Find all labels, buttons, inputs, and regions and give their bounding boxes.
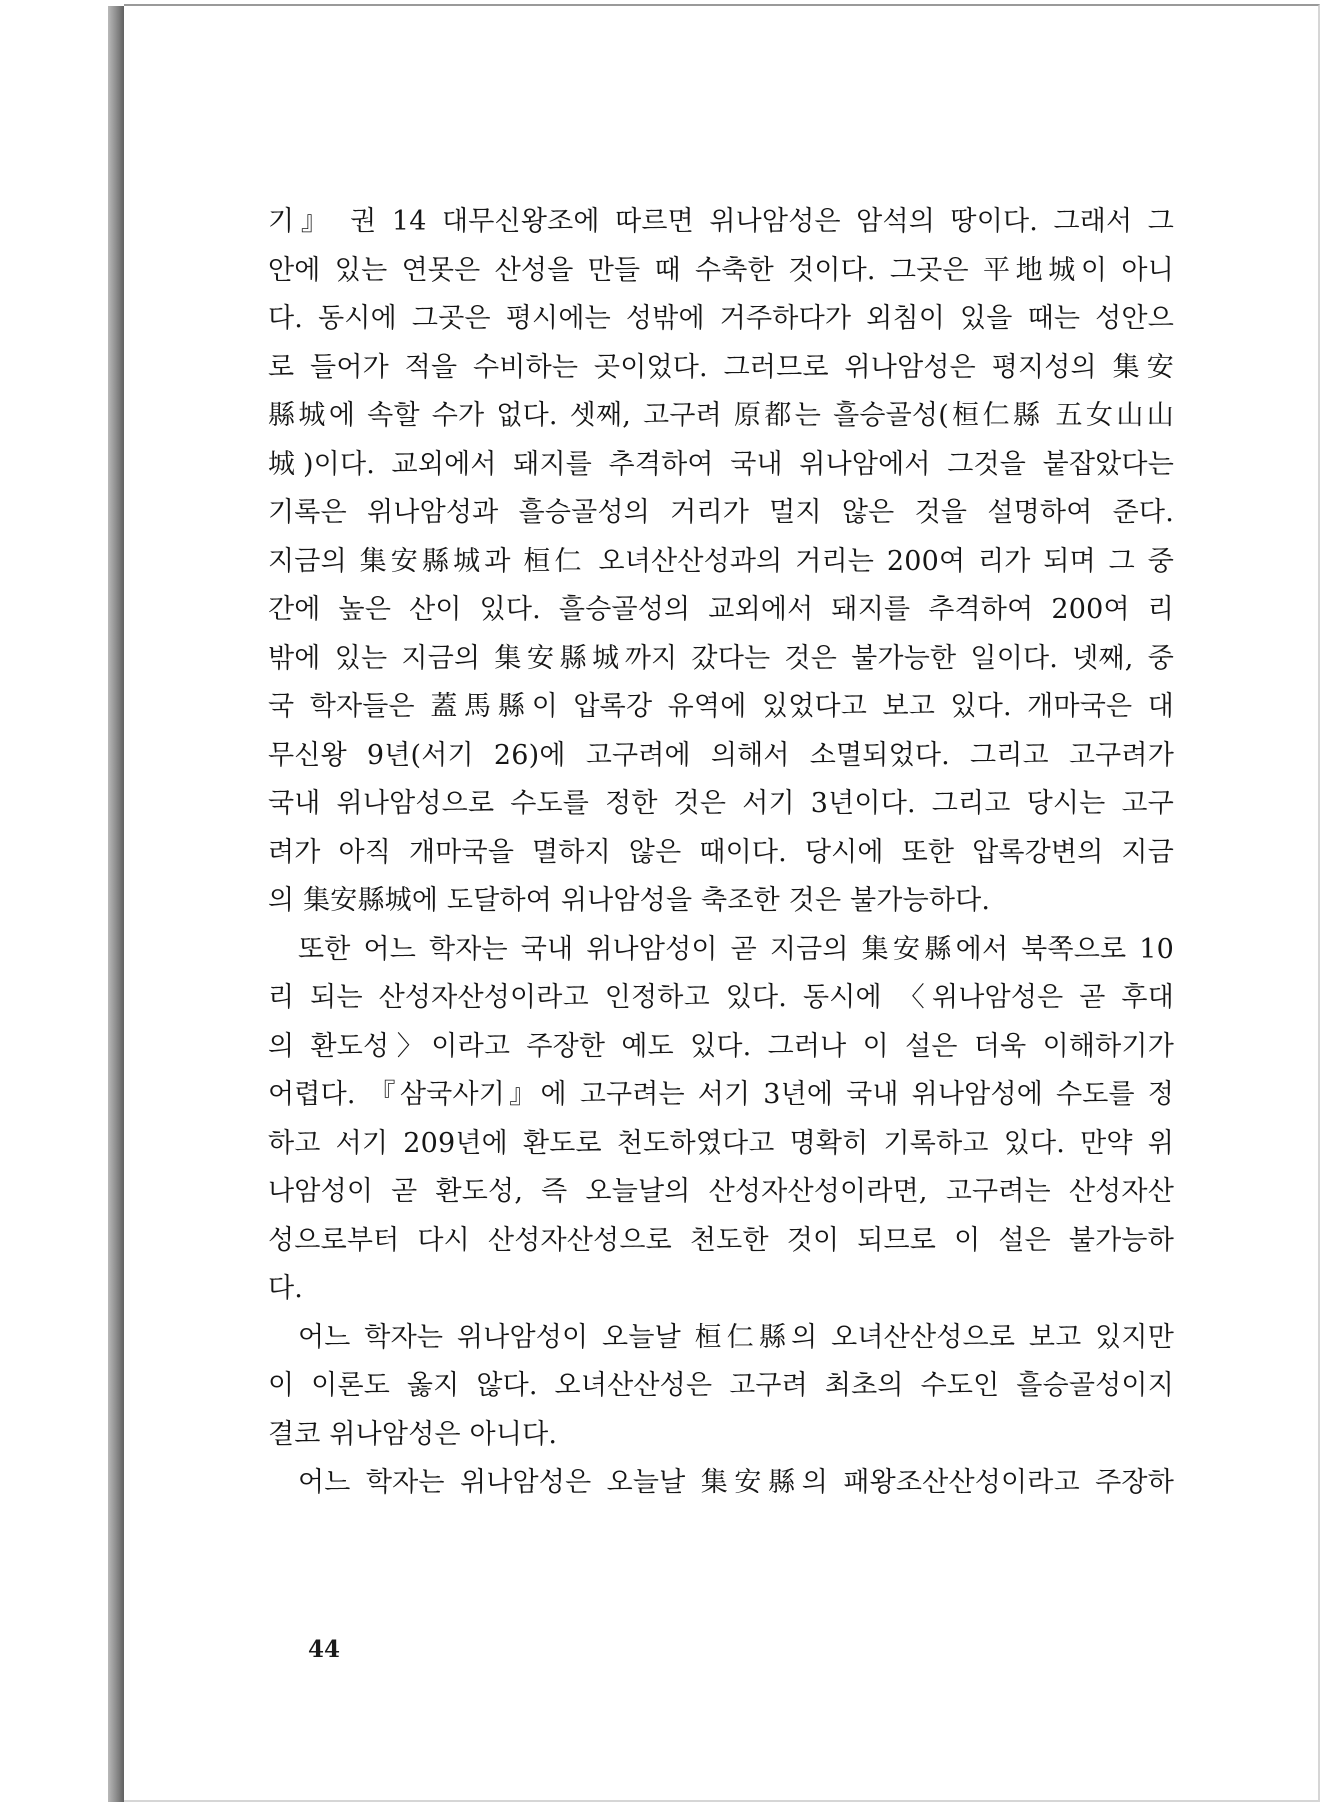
text-line: 縣城에 속할 수가 없다. 셋째, 고구려 原都는 흘승골성(桓仁縣 五女山山	[268, 400, 1174, 431]
text-line: 간에 높은 산이 있다. 흘승골성의 교외에서 돼지를 추격하여 200여 리	[268, 594, 1174, 625]
text-line: 지금의 集安縣城과 桓仁 오녀산산성과의 거리는 200여 리가 되며 그 중	[268, 545, 1174, 577]
text-line: 의 환도성〉이라고 주장한 예도 있다. 그러나 이 설은 더욱 이해하기가	[268, 1030, 1174, 1062]
text-line: 하고 서기 209년에 환도로 천도하였다고 명확히 기록하고 있다. 만약 위	[268, 1127, 1174, 1159]
text-line: 나암성이 곧 환도성, 즉 오늘날의 산성자산성이라면, 고구려는 산성자산	[268, 1176, 1174, 1207]
text-line: 국내 위나암성으로 수도를 정한 것은 서기 3년이다. 그리고 당시는 고구	[268, 788, 1174, 819]
text-line: 밖에 있는 지금의 集安縣城까지 갔다는 것은 불가능한 일이다. 넷째, 중	[268, 642, 1174, 674]
text-line: 로 들어가 적을 수비하는 곳이었다. 그러므로 위나암성은 평지성의 集安	[268, 351, 1174, 383]
text-line: 城)이다. 교외에서 돼지를 추격하여 국내 위나암에서 그것을 붙잡았다는	[268, 448, 1174, 480]
text-line: 리 되는 산성자산성이라고 인정하고 있다. 동시에 〈위나암성은 곧 후대	[268, 982, 1174, 1013]
text-line: 기록은 위나암성과 흘승골성의 거리가 멀지 않은 것을 설명하여 준다.	[268, 497, 1174, 528]
text-line: 무신왕 9년(서기 26)에 고구려에 의해서 소멸되었다. 그리고 고구려가	[268, 739, 1174, 771]
text-line: 다. 동시에 그곳은 평시에는 성밖에 거주하다가 외침이 있을 때는 성안으	[268, 303, 1174, 334]
text-line: 안에 있는 연못은 산성을 만들 때 수축한 것이다. 그곳은 平地城이 아니	[268, 254, 1174, 286]
text-line: 국 학자들은 蓋馬縣이 압록강 유역에 있었다고 보고 있다. 개마국은 대	[268, 691, 1174, 722]
text-line: 다.	[268, 1273, 304, 1304]
text-line: 의 集安縣城에 도달하여 위나암성을 축조한 것은 불가능하다.	[268, 885, 991, 916]
page-number: 44	[308, 1636, 341, 1663]
text-line: 어렵다. 『삼국사기』에 고구려는 서기 3년에 국내 위나암성에 수도를 정	[268, 1079, 1174, 1110]
text-line: 이 이론도 옳지 않다. 오녀산산성은 고구려 최초의 수도인 흘승골성이지	[268, 1370, 1174, 1401]
body-text	[268, 198, 1174, 1508]
text-line: 결코 위나암성은 아니다.	[268, 1418, 558, 1450]
text-line: 어느 학자는 위나암성은 오늘날 集安縣의 패왕조산산성이라고 주장하	[298, 1467, 1174, 1498]
text-line: 또한 어느 학자는 국내 위나암성이 곧 지금의 集安縣에서 북쪽으로 10	[298, 933, 1174, 965]
text-line: 기』 권 14 대무신왕조에 따르면 위나암성은 암석의 땅이다. 그래서 그	[268, 206, 1174, 237]
text-line: 어느 학자는 위나암성이 오늘날 桓仁縣의 오녀산산성으로 보고 있지만	[298, 1321, 1174, 1353]
text-line: 려가 아직 개마국을 멸하지 않은 때이다. 당시에 또한 압록강변의 지금	[268, 836, 1174, 868]
text-line: 성으로부터 다시 산성자산성으로 천도한 것이 되므로 이 설은 불가능하	[268, 1224, 1174, 1256]
